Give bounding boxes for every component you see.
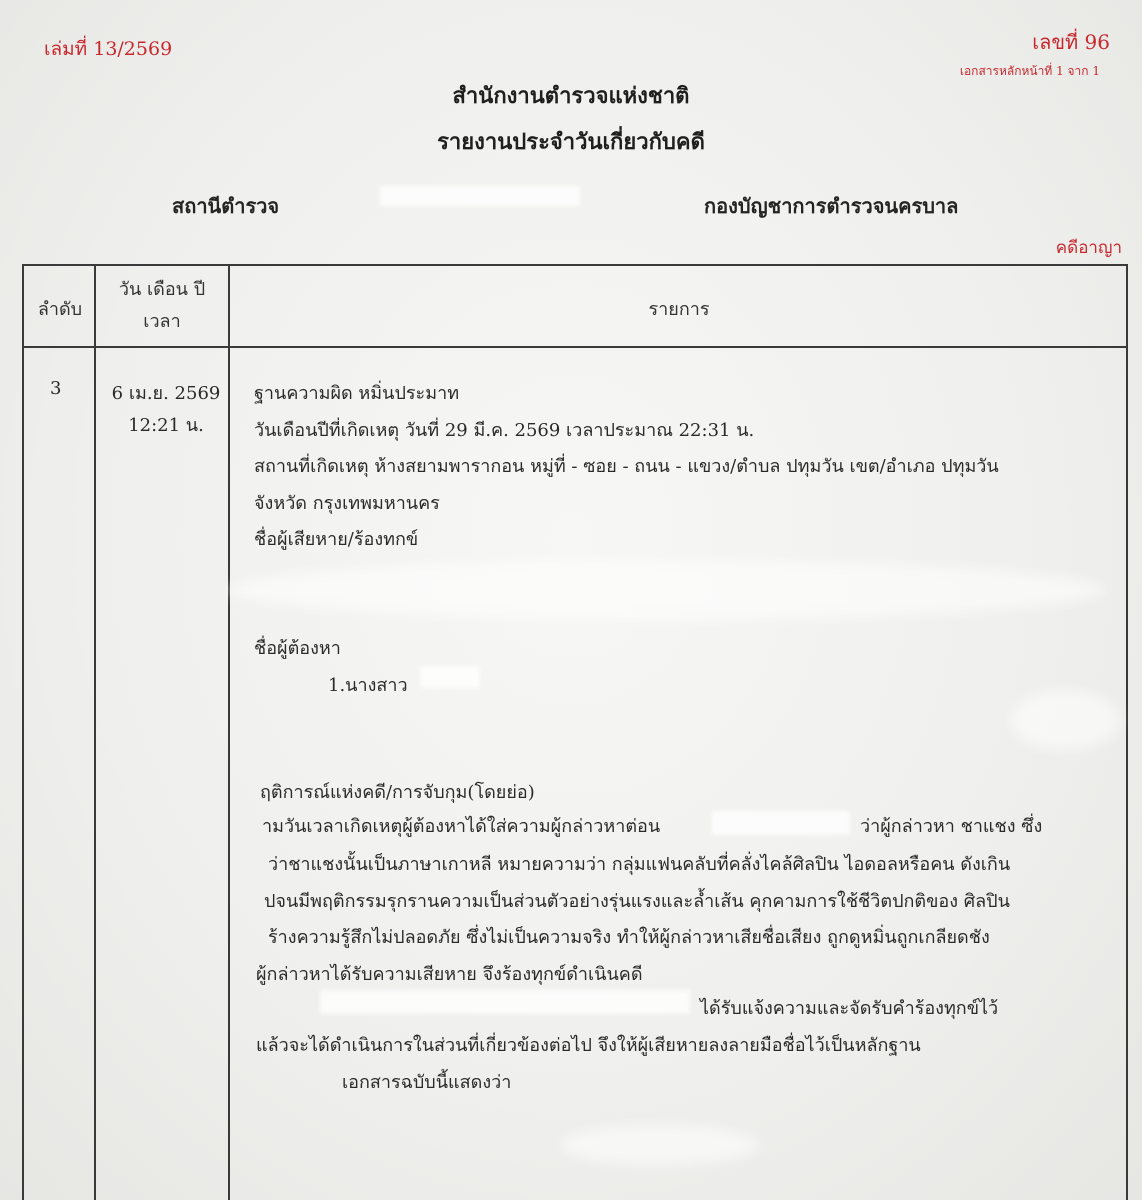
row-time: 12:21 น. — [128, 415, 204, 436]
report-title: รายงานประจำวันเกี่ยวกับคดี — [437, 129, 705, 155]
province-line: จังหวัด กรุงเทพมหานคร — [254, 493, 440, 514]
station-label: สถานีตำรวจ — [172, 194, 280, 218]
column-divider — [94, 266, 96, 1200]
row-seq: 3 — [50, 378, 62, 399]
victim-label: ชื่อผู้เสียหาย/ร้องทกข์ — [254, 529, 419, 550]
summary-p3: ปจนมีพฤติกรรมรุกรานความเป็นส่วนตัวอย่างรุ่นแรงและล้ำเส้น คุกคามการใช้ชีวิตปกติของ ศิลปิน — [264, 891, 1010, 912]
column-header-date — [96, 274, 228, 338]
station-name-redaction — [380, 186, 580, 206]
suspect-1: 1.นางสาว — [328, 675, 408, 696]
summary-p7: แล้วจะได้ดำเนินการในส่วนที่เกี่ยวข้องต่อไป จึงให้ผู้เสียหายลงลายมือชื่อไว้เป็นหลักฐาน — [256, 1035, 921, 1056]
summary-p5: ผู้กล่าวหาได้รับความเสียหาย จึงร้องทุกข์ดำเนินคดี — [256, 964, 643, 985]
summary-p6: ได้รับแจ้งความและจัดรับคำร้องทุกข์ไว้ — [700, 998, 999, 1019]
column-header-items: รายการ — [648, 299, 710, 320]
summary-p2: ว่าชาแชงนั้นเป็นภาษาเกาหลี หมายความว่า กลุ่มแฟนคลับที่คลั่งไคล้ศิลปิน ไอดอลหรือคน ดังเกิน — [268, 854, 1011, 875]
p6-redaction — [320, 990, 690, 1014]
row-datetime — [100, 378, 232, 442]
summary-label: ฤติการณ์แห่งคดี/การจับกุม(โดยย่อ) — [260, 782, 535, 803]
bureau-name: กองบัญชาการตำรวจนครบาล — [704, 194, 959, 218]
page-indicator: เอกสารหลักหน้าที่ 1 จาก 1 — [959, 64, 1100, 78]
summary-p1b: ว่าผู้กล่าวหา ชาแชง ซึ่ง — [860, 816, 1043, 837]
column-header-seq: ลำดับ — [37, 299, 83, 320]
column-header-date-line2: เวลา — [143, 311, 181, 332]
column-header-date-line1: วัน เดือน ปี — [118, 279, 206, 300]
agency-title: สำนักงานตำรวจแห่งชาติ — [452, 83, 690, 109]
suspect-label: ชื่อผู้ต้องหา — [254, 638, 341, 659]
occurred-line: วันเดือนปีที่เกิดเหตุ วันที่ 29 มี.ค. 2569 เวลาประมาณ 22:31 น. — [254, 420, 755, 441]
row-date: 6 เม.ย. 2569 — [111, 383, 221, 404]
redaction-smudge — [560, 1125, 760, 1165]
place-line: สถานที่เกิดเหตุ ห้างสยามพารากอน หมู่ที่ - ซอย - ถนน - แขวง/ตำบล ปทุมวัน เขต/อำเภอ ปทุมวัน — [254, 456, 999, 477]
redaction-smudge — [226, 560, 1106, 620]
document-number: เลขที่ 96 — [1032, 30, 1110, 54]
header-divider — [24, 346, 1126, 348]
suspect-name-redaction — [420, 666, 480, 688]
summary-p1: ามวันเวลาเกิดเหตุผู้ต้องหาได้ใส่ความผู้กล่าวหาต่อน — [262, 816, 661, 837]
book-number: เล่มที่ 13/2569 — [44, 38, 173, 60]
redaction-smudge — [1010, 690, 1120, 750]
offense-line: ฐานความผิด หมิ่นประมาท — [254, 383, 460, 404]
summary-p4: ร้างความรู้สึกไม่ปลอดภัย ซึ่งไม่เป็นความจริง ทำให้ผู้กล่าวหาเสียชื่อเสียง ถูกดูหมิ่นถูกเกลียดชัง — [268, 927, 990, 948]
case-type-badge: คดีอาญา — [1055, 238, 1122, 258]
summary-p8: เอกสารฉบับนี้แสดงว่า — [342, 1072, 512, 1093]
p1-redaction — [712, 811, 850, 835]
